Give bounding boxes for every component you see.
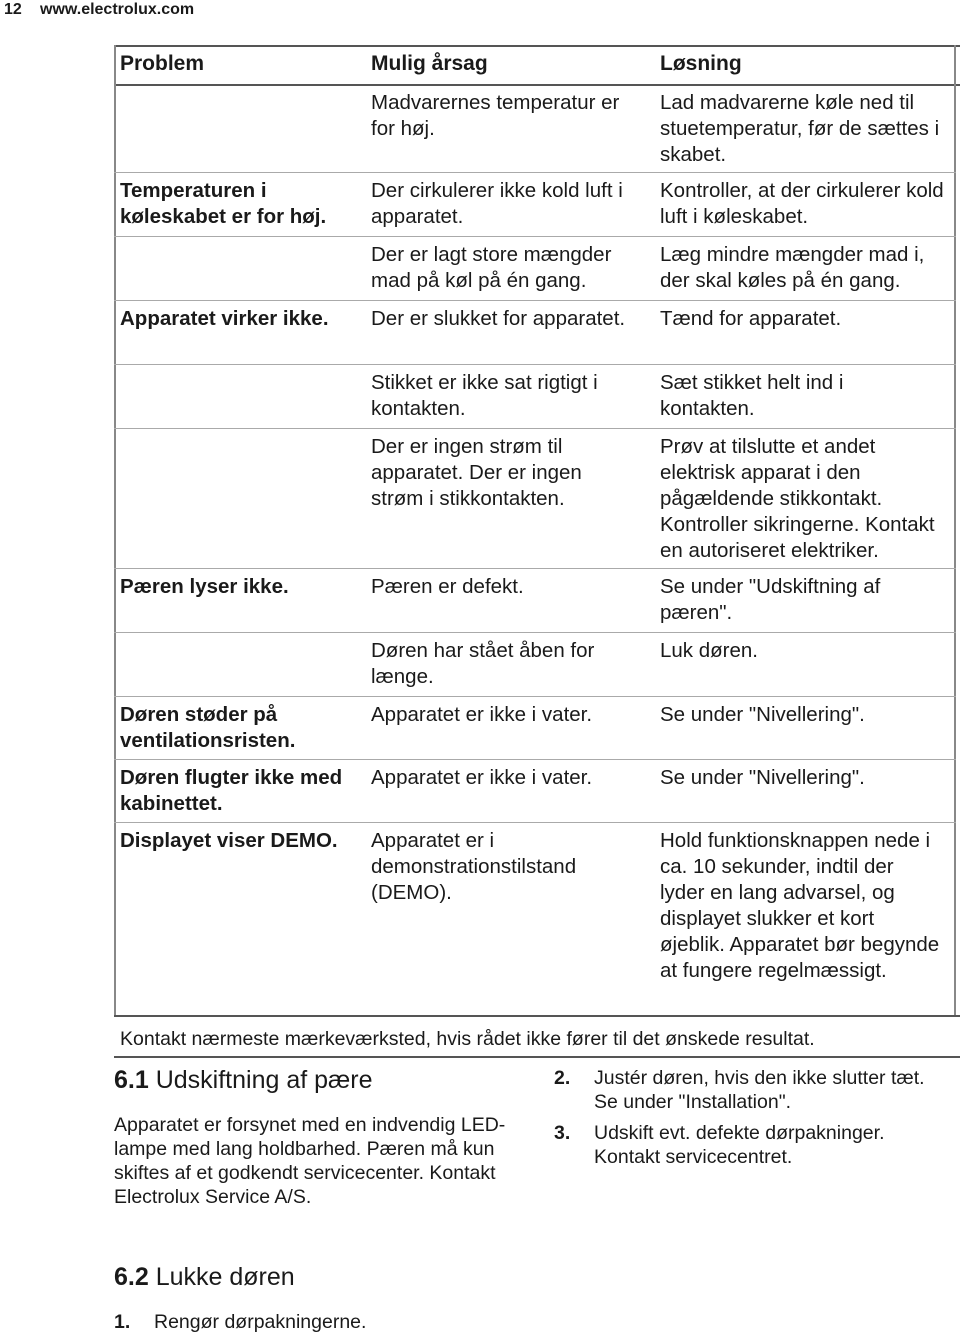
table-right-border [954,45,956,1016]
section-title: Udskiftning af pære [155,1066,373,1094]
table-cell-cause: Apparatet er ikke i vater. [371,703,593,726]
table-cell-problem: Temperaturen i køleskabet er for høj. [120,179,327,228]
row-divider [114,632,956,633]
row-divider [114,428,956,429]
table-footer-note: Kontakt nærmeste mærkeværksted, hvis rådet ikke fører til det ønskede resultat. [120,1028,815,1050]
table-cell-solution: Prøv at tilslutte et andet elektrisk apparat i den pågældende stikkontakt. Kontroller sikringerne. Kontakt en autoriseret elektriker. [660,435,935,562]
table-cell-solution: Se under "Nivellering". [660,703,865,726]
section-heading-6-2 [114,1263,295,1292]
table-cell-problem: Displayet viser DEMO. [120,829,338,852]
section-number: 6.2 [114,1263,149,1291]
site-url: www.electrolux.com [40,1,195,18]
section-heading-6-1 [114,1066,373,1095]
table-cell-problem: Pæren lyser ikke. [120,575,289,598]
section-6-1-body: Apparatet er forsynet med en indvendig LED-lampe med lang holdbarhed. Pæren må kun skiftes af et godkendt servicecenter. Kontakt Electrolux Service A/S. [114,1114,506,1208]
step-text: Udskift evt. defekte dørpakninger. Kontakt servicecentret. [594,1122,885,1168]
note-bottom-rule [114,1056,960,1058]
table-cell-solution: Sæt stikket helt ind i kontakten. [660,371,844,420]
row-divider [114,822,956,823]
list-item [114,1310,494,1334]
table-left-border [114,45,116,1016]
table-cell-cause: Apparatet er i demonstrationstilstand (DEMO). [371,829,577,904]
table-cell-cause: Apparatet er ikke i vater. [371,766,593,789]
table-cell-solution: Tænd for apparatet. [660,307,842,330]
table-top-rule [114,45,960,47]
step-text: Rengør dørpakningerne. [154,1311,367,1333]
row-divider [114,759,956,760]
table-cell-problem: Døren støder på ventilationsristen. [120,703,296,752]
step-number: 2. [554,1067,571,1089]
table-cell-cause: Stikket er ikke sat rigtigt i kontakten. [371,371,598,420]
table-cell-cause: Der er slukket for apparatet. [371,307,626,330]
row-divider [114,236,956,237]
step-number: 1. [114,1311,131,1333]
row-divider [114,300,956,301]
table-cell-problem: Apparatet virker ikke. [120,307,329,330]
table-cell-solution: Luk døren. [660,639,758,662]
page-number: 12 [4,1,22,18]
table-cell-cause: Der er lagt store mængder mad på køl på én gang. [371,243,612,292]
row-divider [114,364,956,365]
section-number: 6.1 [114,1066,149,1094]
table-cell-solution: Se under "Nivellering". [660,766,865,789]
col-header-problem: Problem [120,52,205,75]
step-text: Justér døren, hvis den ikke slutter tæt. Se under "Installation". [594,1067,925,1113]
table-cell-problem: Døren flugter ikke med kabinettet. [120,766,343,815]
col-header-solution: Løsning [660,52,742,75]
step-number: 3. [554,1122,571,1144]
page-header [0,0,194,20]
table-cell-solution: Kontroller, at der cirkulerer kold luft i køleskabet. [660,179,944,228]
table-cell-cause: Pæren er defekt. [371,575,524,598]
table-cell-solution: Lad madvarerne køle ned til stuetemperatur, før de sættes i skabet. [660,91,940,166]
table-cell-cause: Der er ingen strøm til apparatet. Der er ingen strøm i stikkontakten. [371,435,582,510]
table-bottom-rule [114,1015,960,1017]
row-divider [114,696,956,697]
table-cell-solution: Læg mindre mængder mad i, der skal køles på én gang. [660,243,925,292]
section-title: Lukke døren [155,1263,295,1291]
row-divider [114,172,956,173]
table-cell-solution: Hold funktionsknappen nede i ca. 10 sekunder, indtil der lyder en lang advarsel, og displayet slukker et kort øjeblik. Apparatet bør begynde at fungere regelmæssigt. [660,829,940,982]
list-item [554,1066,934,1114]
table-cell-cause: Der cirkulerer ikke kold luft i apparatet. [371,179,623,228]
list-item [554,1121,934,1169]
table-cell-cause: Døren har stået åben for længe. [371,639,595,688]
table-cell-solution: Se under "Udskiftning af pæren". [660,575,881,624]
row-divider [114,568,956,569]
table-cell-cause: Madvarernes temperatur er for høj. [371,91,620,140]
table-header-rule [114,84,960,86]
col-header-cause: Mulig årsag [371,52,488,75]
